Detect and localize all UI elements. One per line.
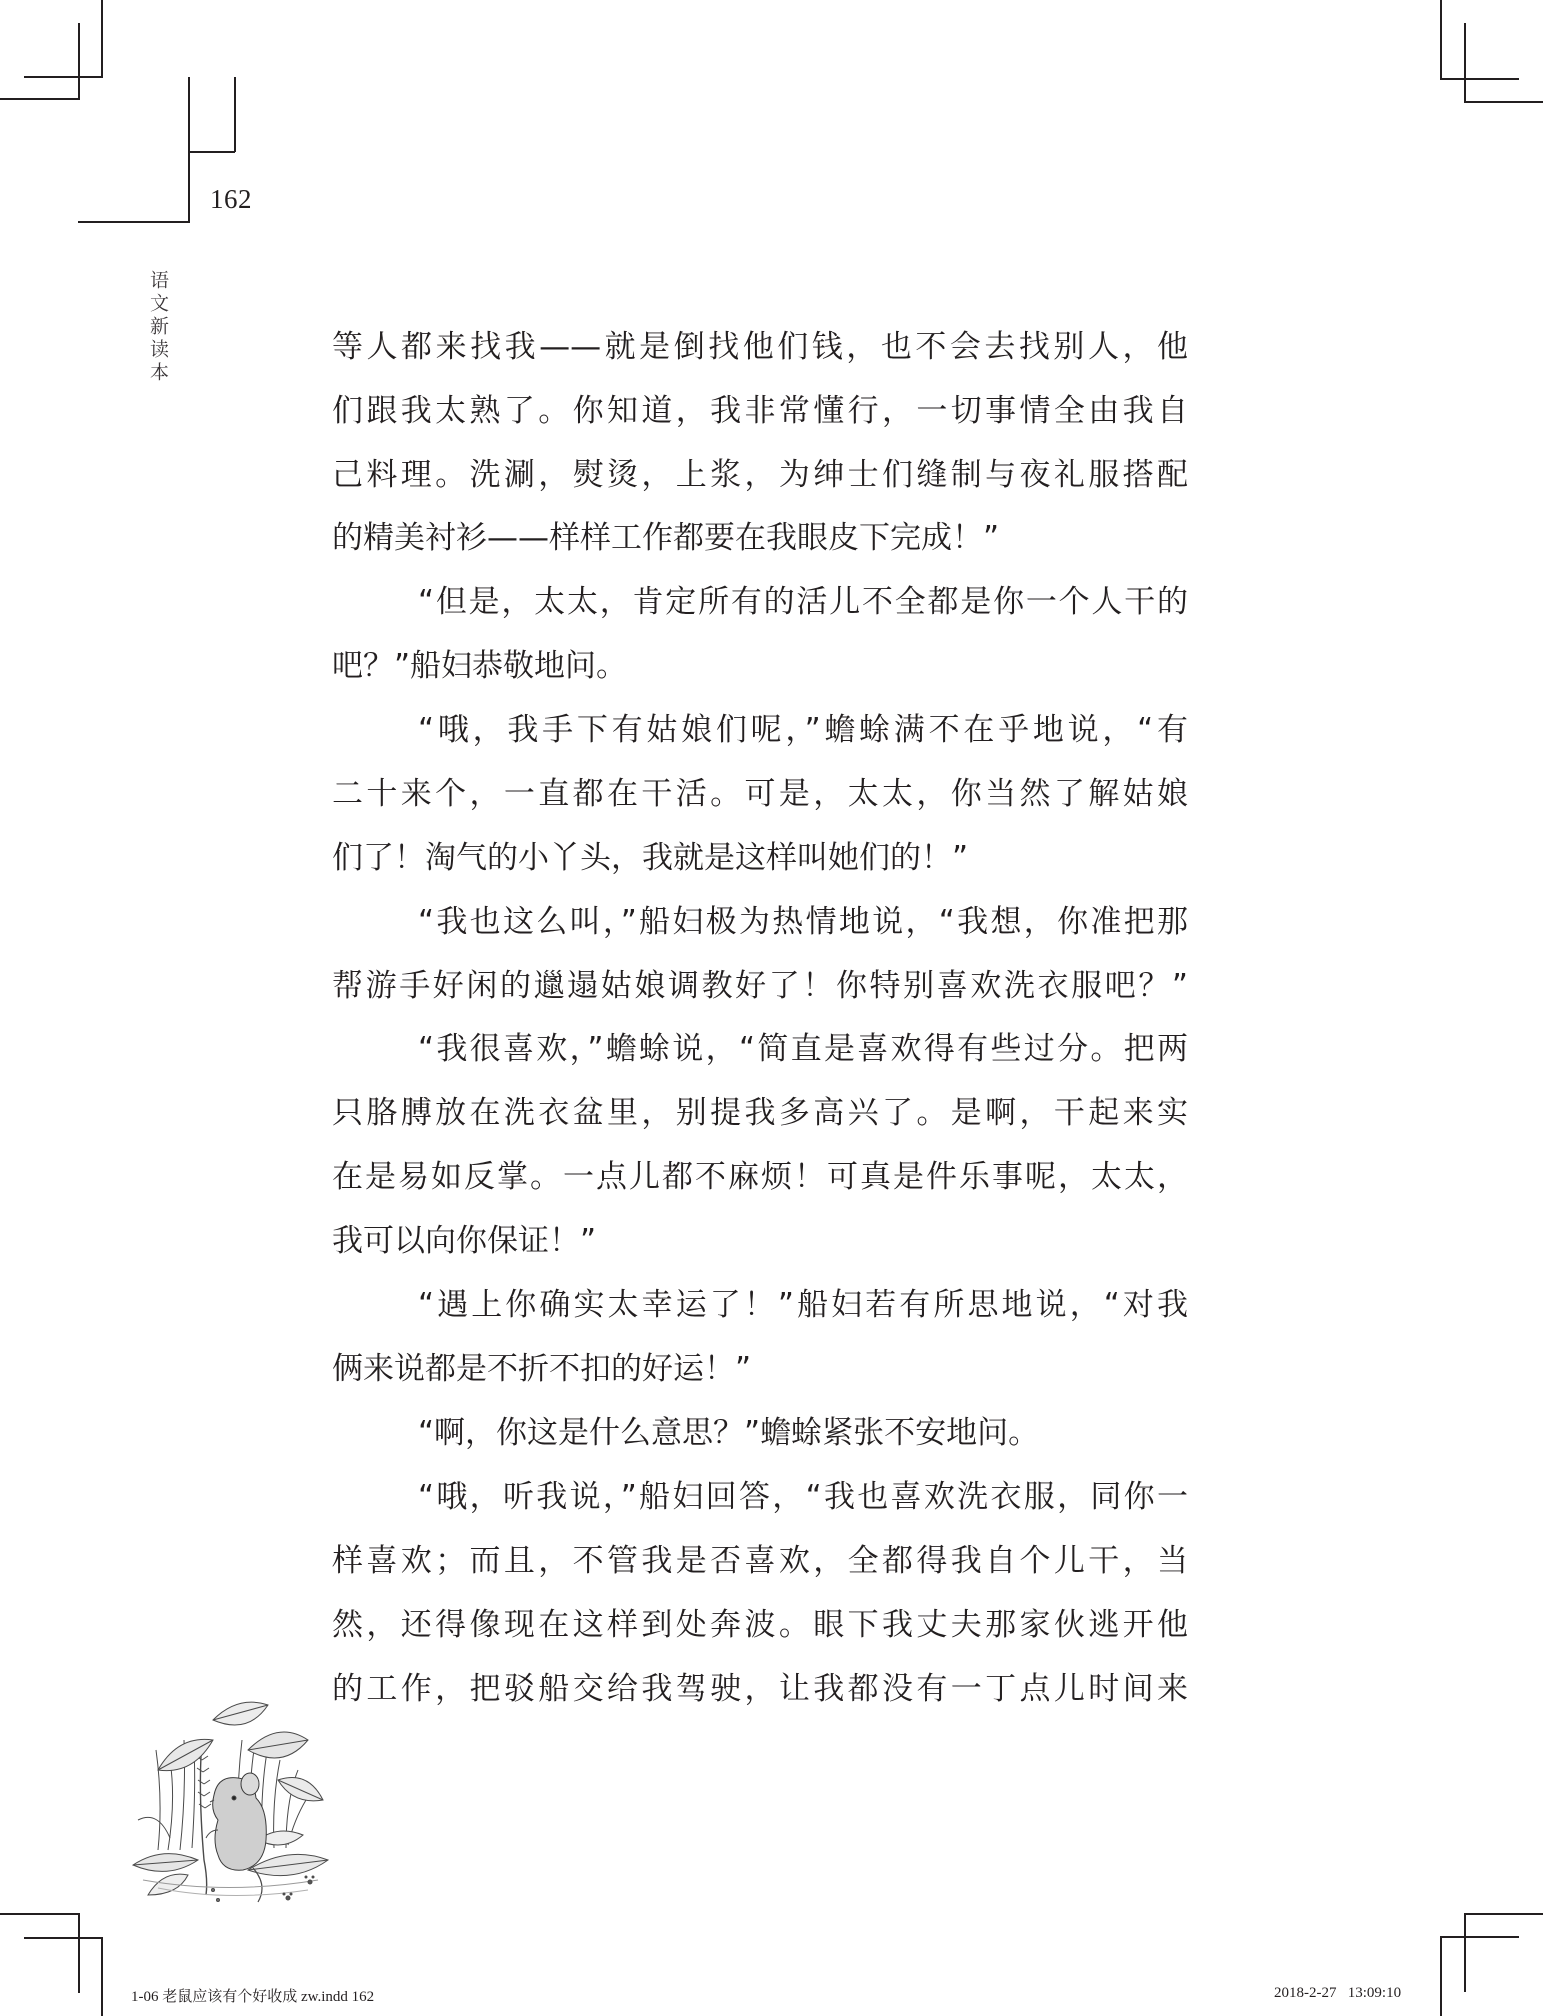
text-line: 吧？”船妇恭敬地问。 xyxy=(332,648,628,684)
crop-mark-bottom-left-v2 xyxy=(101,1937,103,2016)
text-line: 们了！淘气的小丫头，我就是这样叫她们的！” xyxy=(332,840,969,876)
header-rule-inner-horizontal xyxy=(188,151,235,153)
text-line: 二十来个，一直都在干活。可是，太太，你当然了解姑娘 xyxy=(332,776,1188,812)
text-line: 等人都来找我——就是倒找他们钱，也不会去找别人，他 xyxy=(332,329,1188,365)
header-rule-bottom xyxy=(78,221,189,223)
header-rule-left-vertical xyxy=(188,77,190,223)
crop-mark-top-left-inner-v xyxy=(78,23,80,100)
crop-mark-bottom-left-h1 xyxy=(0,1913,80,1915)
running-title: 语文新读本 xyxy=(147,270,169,385)
crop-mark-top-left-outer-v xyxy=(101,0,103,78)
crop-mark-bottom-left-v1 xyxy=(78,1913,80,1993)
crop-mark-bottom-left-h2 xyxy=(24,1937,103,1939)
mouse-in-grass-illustration-icon xyxy=(118,1680,340,1908)
text-line: 的精美衬衫——样样工作都要在我眼皮下完成！” xyxy=(332,520,1000,556)
crop-mark-top-right-outer-v xyxy=(1440,0,1442,79)
text-line: “啊，你这是什么意思？”蟾蜍紧张不安地问。 xyxy=(418,1415,1040,1451)
text-line: 己料理。洗涮，熨烫，上浆，为绅士们缝制与夜礼服搭配 xyxy=(332,457,1188,493)
text-line: 的工作，把驳船交给我驾驶，让我都没有一丁点儿时间来 xyxy=(332,1671,1188,1707)
header-rule-right-vertical xyxy=(234,77,236,152)
text-line: “哦，听我说，”船妇回答，“我也喜欢洗衣服，同你一 xyxy=(418,1479,1188,1515)
text-line: 样喜欢；而且，不管我是否喜欢，全都得我自个儿干，当 xyxy=(332,1543,1188,1579)
text-line: 帮游手好闲的邋遢姑娘调教好了！你特别喜欢洗衣服吧？” xyxy=(332,968,1188,1004)
text-line: 我可以向你保证！” xyxy=(332,1223,597,1259)
text-line: 然，还得像现在这样到处奔波。眼下我丈夫那家伙逃开他 xyxy=(332,1607,1188,1643)
crop-mark-top-right-inner-h xyxy=(1464,101,1543,103)
footer-timestamp: 2018-2-27 13:09:10 xyxy=(1274,1985,1402,2001)
text-line: “我也这么叫，”船妇极为热情地说，“我想，你准把那 xyxy=(418,904,1188,940)
text-line: 们跟我太熟了。你知道，我非常懂行，一切事情全由我自 xyxy=(332,393,1188,429)
page-number: 162 xyxy=(210,184,252,214)
text-line: 俩来说都是不折不扣的好运！” xyxy=(332,1351,752,1387)
crop-mark-top-right-inner-v xyxy=(1464,23,1466,102)
text-line: “但是，太太，肯定所有的活儿不全都是你一个人干的 xyxy=(418,584,1188,620)
crop-mark-bottom-right-h2 xyxy=(1440,1936,1519,1938)
crop-mark-top-left-inner-h xyxy=(0,98,80,100)
text-line: “哦，我手下有姑娘们呢，”蟾蜍满不在乎地说，“有 xyxy=(418,712,1188,748)
text-line: “遇上你确实太幸运了！”船妇若有所思地说，“对我 xyxy=(418,1287,1188,1323)
footer-file-info: 1-06 老鼠应该有个好收成 zw.indd 162 xyxy=(131,1989,375,2005)
text-line: 只胳膊放在洗衣盆里，别提我多高兴了。是啊，干起来实 xyxy=(332,1095,1188,1131)
crop-mark-bottom-right-v1 xyxy=(1464,1913,1466,1992)
crop-mark-bottom-right-h1 xyxy=(1464,1913,1543,1915)
text-line: “我很喜欢，”蟾蜍说，“简直是喜欢得有些过分。把两 xyxy=(418,1031,1188,1067)
crop-mark-top-right-outer-h xyxy=(1440,78,1519,80)
crop-mark-top-left-outer-h xyxy=(24,76,103,78)
text-line: 在是易如反掌。一点儿都不麻烦！可真是件乐事呢，太太， xyxy=(332,1159,1188,1195)
crop-mark-bottom-right-v2 xyxy=(1440,1936,1442,2016)
